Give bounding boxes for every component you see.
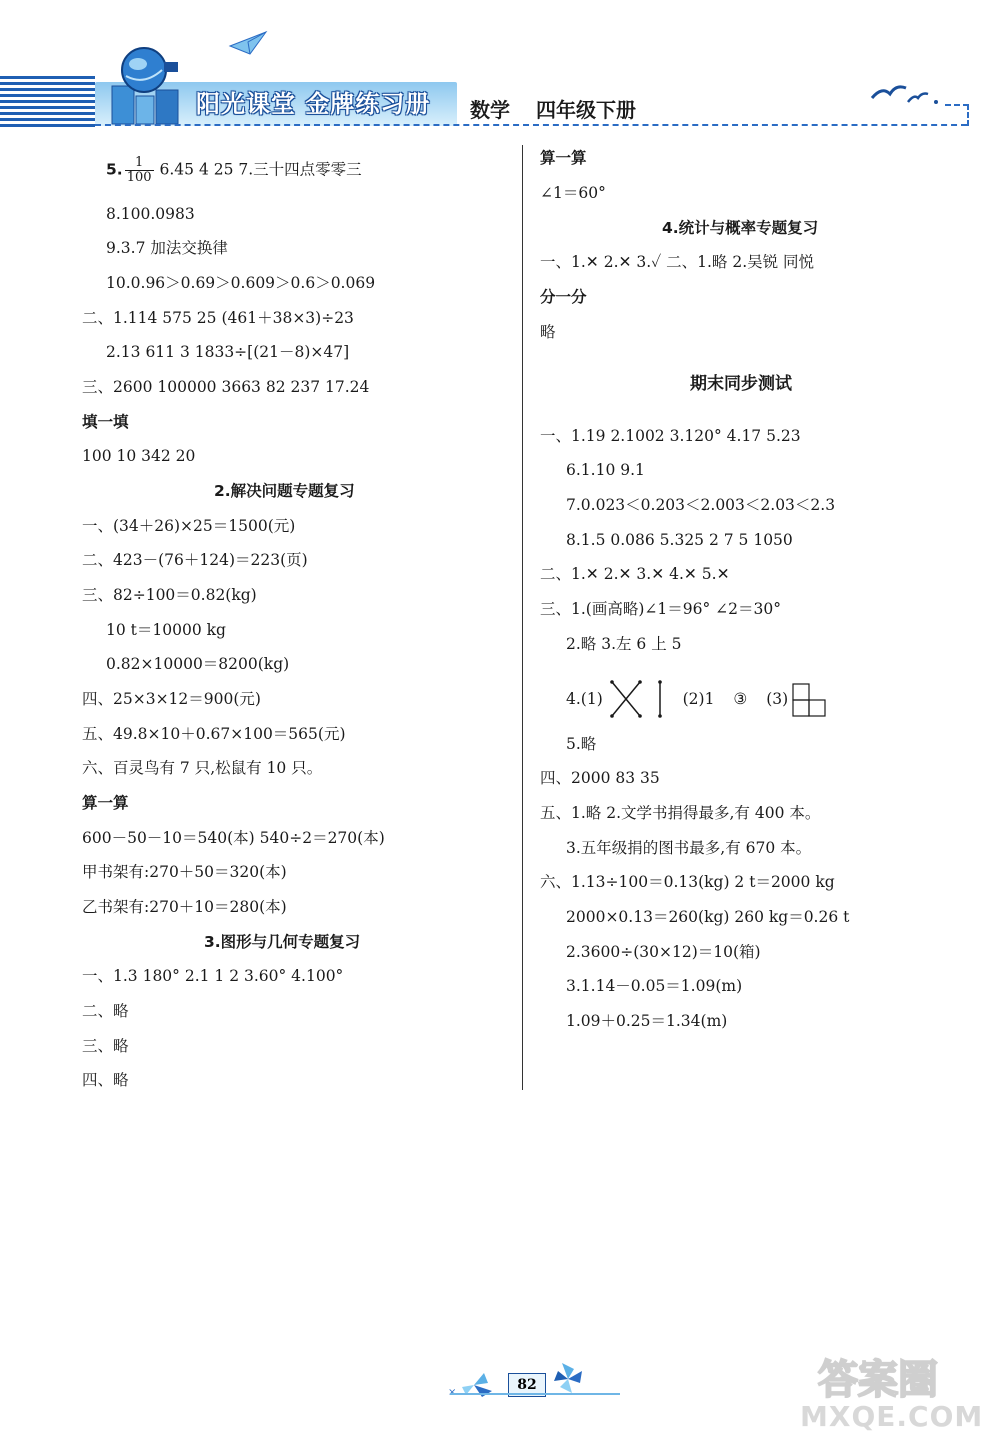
answer-line: 四、2000 83 35: [540, 769, 660, 787]
answer-line: 1.09＋0.25＝1.34(m): [566, 1012, 728, 1030]
answer-line: 一、1.19 2.1002 3.120° 4.17 5.23: [540, 427, 801, 445]
page-number: 82: [508, 1373, 546, 1397]
header-stripes: [0, 76, 95, 128]
answer-line: 600－50－10＝540(本) 540÷2＝270(本): [82, 829, 385, 847]
answer-line: 二、1.114 575 25 (461＋38×3)÷23: [82, 309, 354, 327]
square-net-figure: [791, 682, 833, 718]
footer-rule: [450, 1393, 620, 1395]
answer-line: 一、1.3 180° 2.1 1 2 3.60° 4.100°: [82, 967, 344, 985]
answer-line: 一、(34＋26)×25＝1500(元): [82, 517, 296, 535]
answer-line: 8.1.5 0.086 5.325 2 7 5 1050: [566, 531, 793, 549]
answer-line: 8.100.0983: [106, 205, 195, 223]
answer-line: 2.略 3.左 6 上 5: [566, 635, 682, 653]
answer-line-figures: 4.(1) (2)1 ③ (3): [566, 680, 833, 720]
pinwheel-right-icon: [552, 1359, 602, 1395]
svg-text:×: ×: [448, 1387, 457, 1398]
watermark-url: MXQE.COM: [800, 1400, 984, 1433]
answer-line: 四、25×3×12＝900(元): [82, 690, 261, 708]
subsection-heading: 填一填: [82, 413, 129, 431]
crossed-lines-figure: [604, 680, 664, 720]
answer-line: 100 10 342 20: [82, 447, 196, 465]
header-dashed-corner: [945, 104, 969, 126]
page-header: [0, 0, 1000, 140]
answer-line: 6.1.10 9.1: [566, 461, 645, 479]
subject-label: 数学: [470, 98, 510, 122]
section-title: 3.图形与几何专题复习: [204, 933, 361, 951]
column-divider: [522, 145, 523, 1090]
section-title: 4.统计与概率专题复习: [662, 219, 819, 237]
answer-line: 一、1.✕ 2.✕ 3.✓ 二、1.略 2.吴锐 同悦: [540, 253, 815, 271]
subsection-heading: 分一分: [540, 288, 587, 306]
answer-line: 六、百灵鸟有 7 只,松鼠有 10 只。: [82, 759, 323, 777]
answer-line: 二、1.✕ 2.✕ 3.✕ 4.✕ 5.✕: [540, 565, 730, 583]
birds-icon: [868, 80, 948, 110]
subsection-heading: 算一算: [540, 149, 587, 167]
answer-line: 甲书架有:270＋50＝320(本): [82, 863, 287, 881]
watermark-logo: 答案圈: [818, 1357, 938, 1403]
grade-label: 四年级下册: [536, 98, 636, 122]
globe-icon: [108, 40, 198, 130]
answer-line: 2.3600÷(30×12)＝10(箱): [566, 943, 761, 961]
answer-line: 0.82×10000＝8200(kg): [106, 655, 290, 673]
answer-line: 5. $\frac{1}{100}$ 6.45 4 25 7.三十四点零零三: [106, 155, 362, 185]
answer-line: 5.略: [566, 735, 597, 753]
answer-line: 2.13 611 3 1833÷[(21－8)×47]: [106, 343, 350, 361]
answer-line: 六、1.13÷100＝0.13(kg) 2 t＝2000 kg: [540, 873, 835, 891]
final-test-title: 期末同步测试: [690, 374, 792, 394]
answer-line: 五、49.8×10＋0.67×100＝565(元): [82, 725, 346, 743]
answer-line: 10.0.96＞0.69＞0.609＞0.6＞0.069: [106, 274, 376, 292]
answer-line: 2000×0.13＝260(kg) 260 kg＝0.26 t: [566, 908, 850, 926]
section-title: 2.解决问题专题复习: [214, 482, 355, 500]
subsection-heading: 算一算: [82, 794, 129, 812]
answer-line: 二、423－(76＋124)＝223(页): [82, 551, 308, 569]
answer-line: 二、略: [82, 1002, 129, 1020]
fraction: $\frac{1}{100}$: [126, 155, 152, 185]
pinwheel-left-icon: [444, 1365, 504, 1401]
answer-line: 10 t＝10000 kg: [106, 621, 226, 639]
series-title: 阳光课堂 金牌练习册: [196, 90, 431, 118]
answer-line: 三、2600 100000 3663 82 237 17.24: [82, 378, 370, 396]
answer-line: 7.0.023＜0.203＜2.003＜2.03＜2.3: [566, 496, 836, 514]
header-dashed-rule: [95, 124, 967, 126]
answer-line: 3.五年级捐的图书最多,有 670 本。: [566, 839, 812, 857]
answer-line: 五、1.略 2.文学书捐得最多,有 400 本。: [540, 804, 821, 822]
page-footer: [430, 1365, 620, 1405]
answer-line: 三、1.(画高略)∠1＝96° ∠2＝30°: [540, 600, 781, 618]
answer-line: 三、略: [82, 1037, 129, 1055]
answer-line: 略: [540, 323, 556, 341]
paper-plane-icon: [228, 28, 268, 58]
answer-line: 四、略: [82, 1071, 129, 1089]
answer-line: 3.1.14－0.05＝1.09(m): [566, 977, 743, 995]
answer-line: ∠1＝60°: [540, 184, 606, 202]
answer-line: 三、82÷100＝0.82(kg): [82, 586, 257, 604]
answer-line: 乙书架有:270＋10＝280(本): [82, 898, 287, 916]
answer-line: 9.3.7 加法交换律: [106, 239, 228, 257]
